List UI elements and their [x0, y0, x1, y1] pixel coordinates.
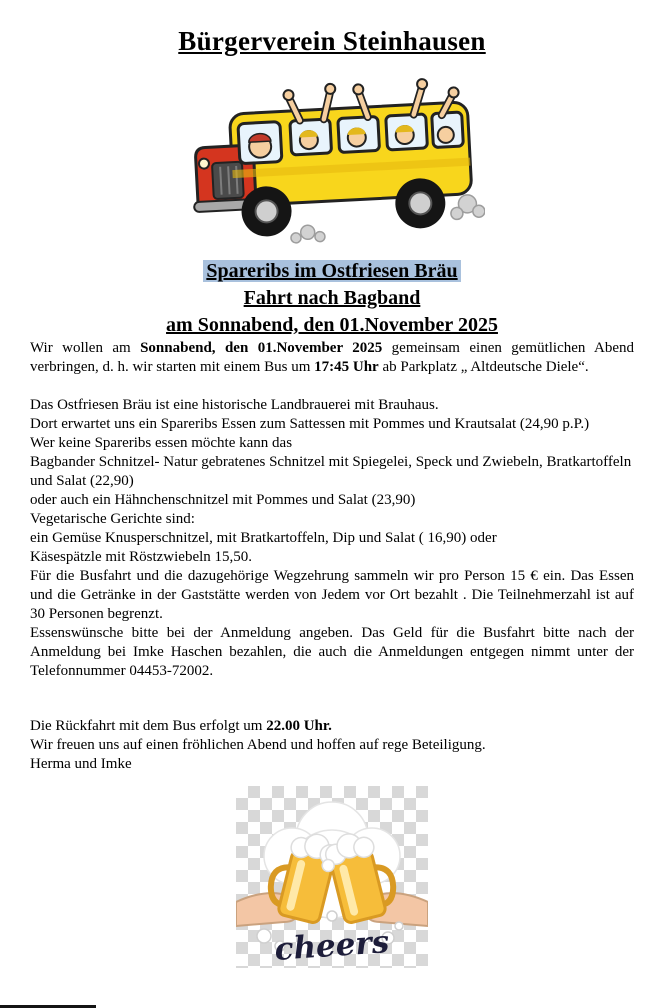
intro-paragraph: [30, 339, 634, 377]
bus-driver: [248, 133, 271, 158]
flyer-body: [30, 339, 634, 774]
school-bus-illustration: [30, 61, 634, 254]
text-run: ab Parkplatz „ Altdeutsche Diele“.: [378, 359, 589, 375]
text-run: gemeinsam einen gemütlichen Abend verbringen, d. h. wir starten mit einem Bus um: [30, 340, 634, 375]
text-run: Die Rückfahrt mit dem Bus erfolgt um: [30, 718, 267, 734]
return-trip-block: [30, 717, 634, 755]
vegetarian-heading-line: Vegetarische Gerichte sind:: [30, 511, 195, 527]
return-time-bold: 22.00 Uhr.: [266, 718, 332, 734]
text-run: Wir wollen am: [30, 340, 141, 356]
event-date-bold: Sonnabend, den 01.November 2025: [140, 340, 383, 356]
school-bus-svg: [180, 61, 485, 249]
event-heading-destination: Fahrt nach Bagband: [243, 287, 421, 309]
knusperschnitzel-line: ein Gemüse Knusperschnitzel, mit Bratkartoffeln, Dip und Salat ( 16,90) oder: [30, 530, 497, 546]
kaesespaetzle-line: Käsespätzle mit Röstzwiebeln 15,50.: [30, 549, 253, 565]
event-heading-date-line: [30, 312, 634, 339]
cheers-text: cheers: [273, 924, 391, 968]
schnitzel-line: Bagbander Schnitzel- Natur gebratenes Schnitzel mit Spiegelei, Speck und Zwiebeln, Bratkartoffeln und Salat (22,90): [30, 454, 632, 489]
event-heading-block: [30, 258, 634, 339]
departure-time-bold: 17:45 Uhr: [314, 359, 379, 375]
return-trip-line: [30, 717, 634, 736]
event-heading-destination-line: [30, 285, 634, 312]
event-heading-venue: Spareribs im Ostfriesen Bräu: [203, 260, 460, 282]
headlight-icon: [198, 158, 209, 169]
signature-line: Herma und Imke: [30, 756, 132, 772]
beer-cheers-svg: [236, 786, 428, 968]
brewery-description-line: Das Ostfriesen Bräu ist eine historische Landbrauerei mit Brauhaus.: [30, 397, 439, 413]
registration-paragraph: Essenswünsche bitte bei der Anmeldung angeben. Das Geld für die Busfahrt bitte nach der Anmeldung bei Imke Haschen bezahlen, die auch die Anmeldungen entgegen nimmt unter der Telefonnummer 04453-72002.: [30, 625, 634, 679]
event-heading-venue-line: [30, 258, 634, 285]
menu-block: [30, 396, 634, 567]
beer-cheers-illustration: [236, 786, 428, 968]
event-heading-date: am Sonnabend, den 01.November 2025: [166, 314, 498, 336]
page-title: Bürgerverein Steinhausen: [178, 26, 486, 56]
alternative-intro-line: Wer keine Spareribs essen möchte kann das: [30, 435, 293, 451]
closing-line: Wir freuen uns auf einen fröhlichen Abend und hoffen auf rege Beteiligung.: [30, 737, 486, 753]
haehnchenschnitzel-line: oder auch ein Hähnchenschnitzel mit Pommes und Salat (23,90): [30, 492, 416, 508]
spareribs-line: Dort erwartet uns ein Spareribs Essen zum Sattessen mit Pommes und Krautsalat (24,90 p.P.): [30, 416, 590, 432]
bus-fare-paragraph: Für die Busfahrt und die dazugehörige Wegzehrung sammeln wir pro Person 15 € ein. Das Essen und die Getränke in der Gaststätte werden von Jedem vor Ort bezahlt . Die Teilnehmerzahl ist auf 30 Personen begrenzt.: [30, 568, 634, 622]
